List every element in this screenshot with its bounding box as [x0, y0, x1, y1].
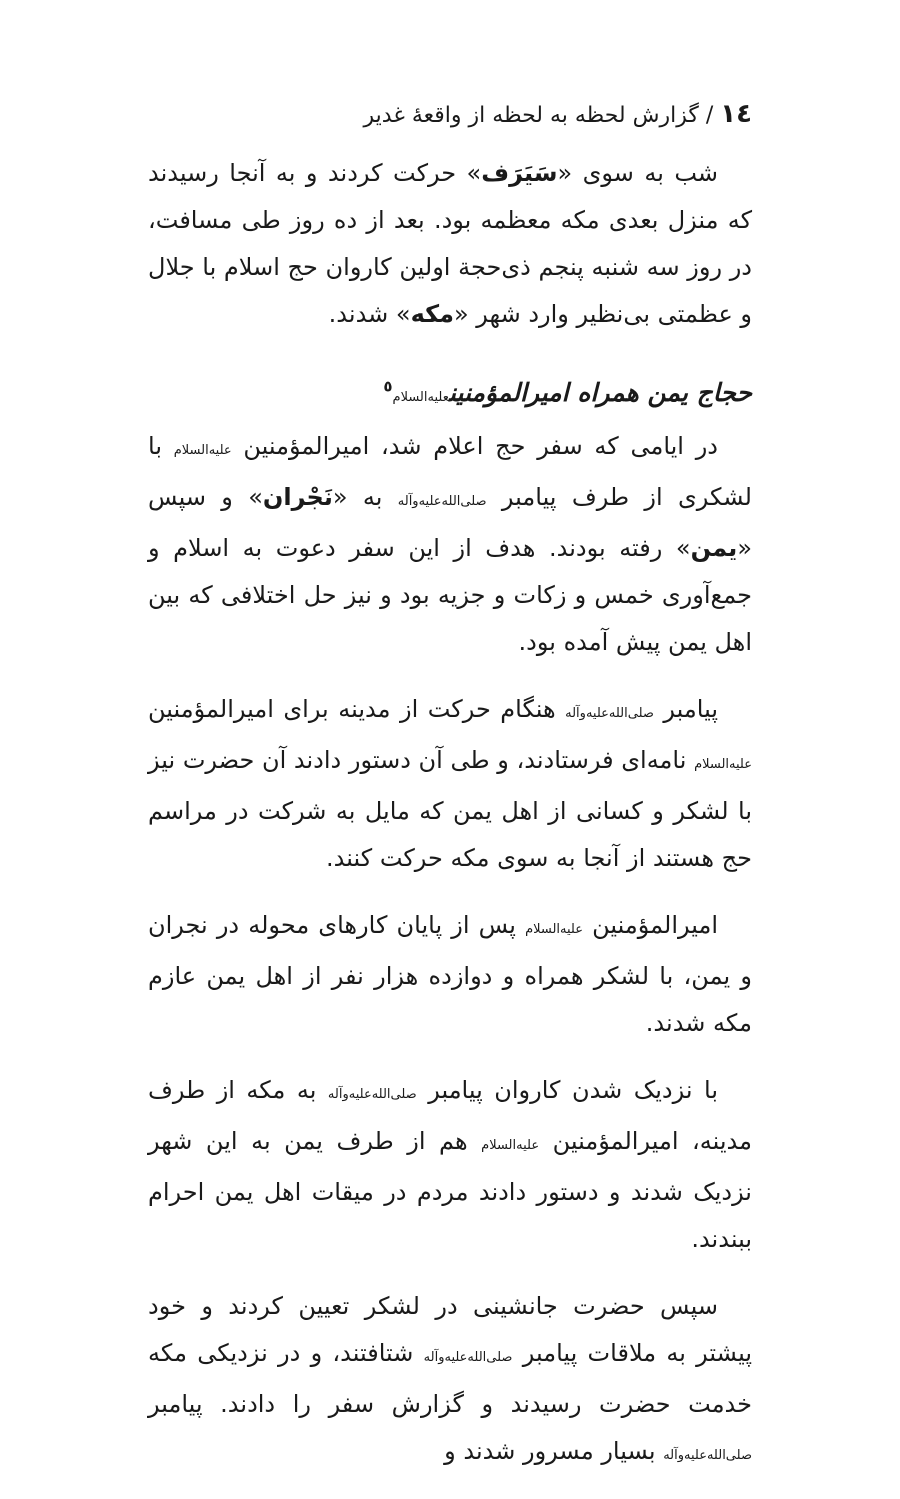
place-name-najran: نَجْران: [262, 483, 333, 511]
text-run: » و سپس «: [148, 483, 752, 562]
text-run: شب به سوی «: [557, 159, 718, 187]
place-name-makkah: مکه: [410, 300, 454, 328]
text-run: سپس حضرت جانشینی در لشکر تعیین کردند و خود پیشتر به ملاقات پیامبر: [148, 1292, 752, 1367]
text-run: پس از پایان کارهای محوله در نجران و یمن، با لشکر همراه و دوازده هزار نفر از اهل یمن عازم مکه شدند.: [148, 911, 752, 1037]
place-name-sayaraf: سَیَرَف: [481, 159, 558, 187]
paragraph-3: [148, 686, 752, 882]
running-head: [148, 96, 752, 134]
footnote-marker: ٥: [383, 377, 393, 396]
paragraph-6: [148, 1283, 752, 1479]
paragraph-2: [148, 423, 752, 666]
honorific: علیه‌السلام: [481, 1138, 540, 1153]
honorific: صلی‌الله‌علیه‌وآله: [565, 706, 654, 721]
honorific: علیه‌السلام: [694, 757, 752, 772]
text-run: بسیار مسرور شدند و: [444, 1437, 664, 1465]
text-run: » شدند.: [328, 300, 411, 328]
text-run: پیامبر: [653, 695, 719, 723]
text-run: به «: [332, 483, 398, 511]
section-heading-text: حجاج یمن همراه امیرالمؤمنین: [448, 378, 752, 407]
honorific: صلی‌الله‌علیه‌وآله: [423, 1350, 513, 1365]
honorific: علیه‌السلام: [525, 922, 583, 937]
text-run: در ایامی که سفر حج اعلام شد، امیرالمؤمنین: [231, 432, 718, 460]
paragraph-4: [148, 902, 752, 1047]
page-number: ١٤: [720, 99, 752, 129]
text-run: » رفته بودند. هدف از این سفر دعوت به اسلام و جمع‌آوری خمس و زکات و جزیه بود و نیز حل اختلافی که بین اهل یمن پیش آمده بود.: [148, 534, 752, 656]
text-run: نامه‌ای فرستادند، و طی آن دستور دادند آن حضرت نیز با لشکر و کسانی از اهل یمن که مایل به شرکت در مراسم حج هستند از آنجا به سوی مکه حرکت کنند.: [148, 746, 752, 872]
running-head-separator: /: [705, 103, 714, 128]
text-run: هم از طرف یمن به این شهر نزدیک شدند و دستور دادند مردم در میقات اهل یمن احرام ببندند.: [148, 1127, 752, 1253]
honorific: علیه‌السلام: [173, 443, 232, 458]
honorific: صلی‌الله‌علیه‌وآله: [327, 1087, 417, 1102]
paragraph-5: [148, 1067, 752, 1263]
section-heading: [148, 368, 752, 423]
text-run: هنگام حرکت از مدینه برای امیرالمؤمنین: [148, 695, 566, 723]
text-run: امیرالمؤمنین: [583, 911, 719, 939]
text-run: شتافتند، و در نزدیکی مکه خدمت حضرت رسیدند و گزارش سفر را دادند. پیامبر: [148, 1339, 752, 1418]
book-title: گزارش لحظه به لحظه از واقعهٔ غدیر: [363, 103, 699, 128]
place-name-yemen: یمن: [690, 534, 738, 562]
honorific: صلی‌الله‌علیه‌وآله: [397, 494, 487, 509]
honorific: علیه‌السلام: [392, 390, 449, 405]
paragraph-1: [148, 150, 752, 338]
text-run: به مکه از طرف مدینه، امیرالمؤمنین: [148, 1076, 752, 1155]
text-run: » حرکت کردند و به آنجا رسیدند که منزل بعدی مکه معظمه بود. بعد از ده روز طی مسافت، در روز سه شنبه پنجم ذی‌حجة اولین کاروان حج اسلام با جلال و عظمتی بی‌نظیر وارد شهر «: [148, 159, 752, 328]
text-run: با نزدیک شدن کاروان پیامبر: [416, 1076, 718, 1104]
page-body: [148, 150, 752, 1499]
text-run: با لشکری از طرف پیامبر: [148, 432, 752, 511]
honorific: صلی‌الله‌علیه‌وآله: [663, 1448, 752, 1463]
